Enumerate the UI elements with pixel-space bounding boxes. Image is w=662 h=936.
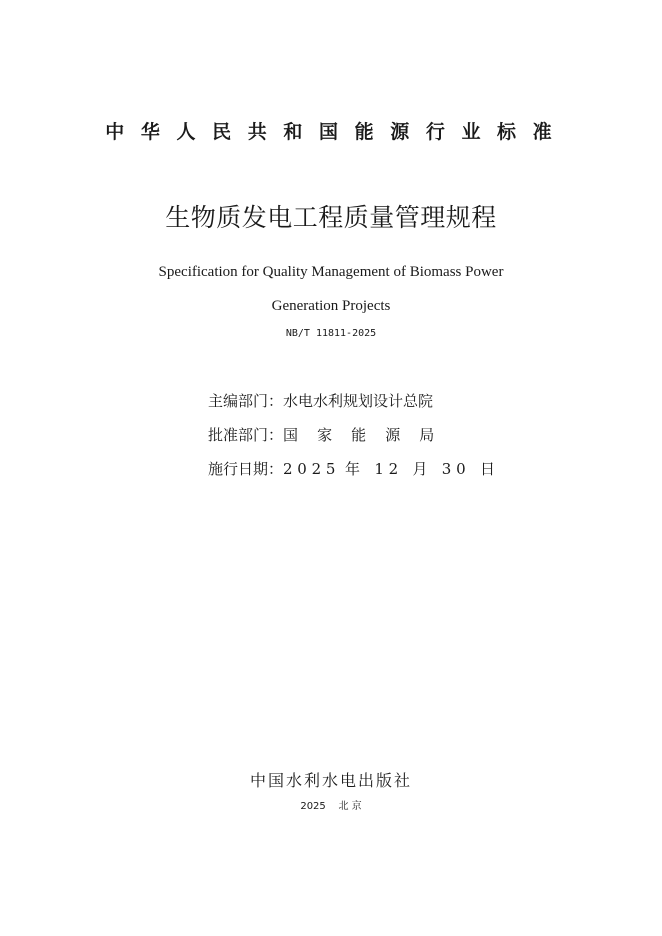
document-title-chinese: 生物质发电工程质量管理规程 [165,203,497,232]
publisher-name: 中国水利水电出版社 [249,771,412,790]
effective-date: 施行日期：2 0 2 5 年 1 2 月 3 0 日 [208,460,495,478]
approving-department: 批准部门：国 家 能 源 局 [208,426,435,444]
chief-editor-department: 主编部门：水电水利规划设计总院 [208,392,434,410]
publication-imprint: 2025 北 京 [300,801,362,812]
standard-category-header: 中 华 人 民 共 和 国 能 源 行 业 标 准 [105,121,557,143]
document-title-english-line-2: Generation Projects [271,298,391,314]
document-title-english-line-1: Specification for Quality Management of Biomass Power [158,264,504,280]
standard-code: NB/T 11811-2025 [285,328,377,339]
